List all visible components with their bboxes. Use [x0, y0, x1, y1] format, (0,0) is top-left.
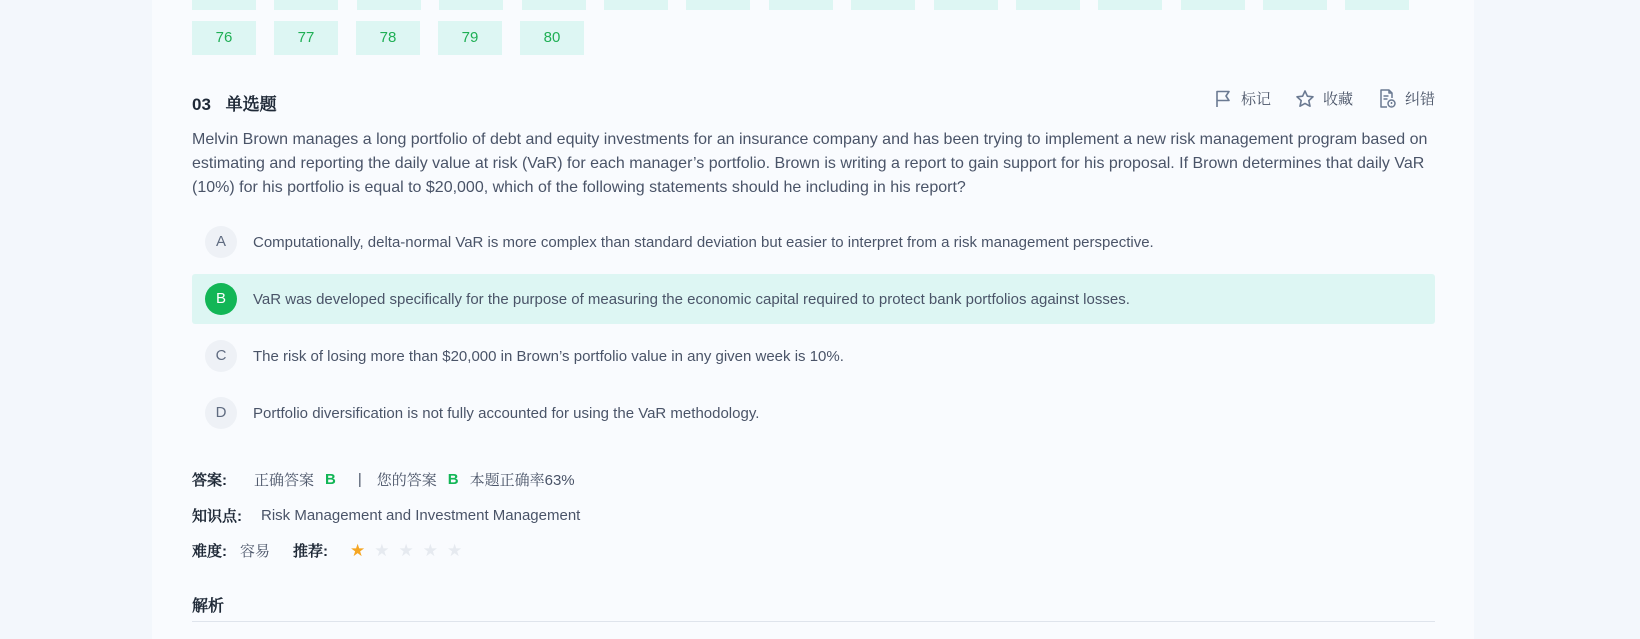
answer-sheet-item[interactable]: [357, 0, 421, 10]
star-empty-icon: ★: [422, 540, 439, 560]
answer-sheet-row-partial: [192, 0, 1428, 10]
report-error-icon: [1377, 89, 1397, 109]
option-text: The risk of losing more than $20,000 in Brown’s portfolio value in any given week is 10%.: [253, 347, 844, 365]
answer-sheet-item[interactable]: [439, 0, 503, 10]
mark-button[interactable]: [1213, 88, 1271, 109]
star-outline-icon: [1295, 89, 1315, 109]
difficulty-recommend: [192, 540, 471, 561]
answer-sheet-item[interactable]: 79: [438, 21, 502, 55]
option-text: Computationally, delta-normal VaR is more complex than standard deviation but easier to interpret from a risk management perspective.: [253, 233, 1154, 251]
correct-answer-value: B: [325, 471, 336, 488]
question-type: 单选题: [225, 95, 277, 114]
mark-label: 标记: [1240, 91, 1271, 108]
star-empty-icon: ★: [447, 540, 463, 560]
answer-sheet-item[interactable]: 76: [192, 21, 256, 55]
report-error-button[interactable]: [1377, 88, 1435, 109]
report-error-label: 纠错: [1404, 91, 1435, 108]
answer-sheet-item[interactable]: [1345, 0, 1409, 10]
star-empty-icon: ★: [374, 540, 390, 560]
answer-sheet-item[interactable]: [686, 0, 750, 10]
question-toolbar: [1213, 88, 1435, 109]
option-c[interactable]: [192, 331, 1435, 381]
answer-sheet-item[interactable]: [769, 0, 833, 10]
option-letter: B: [205, 283, 237, 315]
favorite-label: 收藏: [1322, 91, 1353, 108]
divider: [192, 621, 1435, 622]
option-b[interactable]: [192, 274, 1435, 324]
recommend-rating: [350, 541, 471, 561]
favorite-button[interactable]: [1295, 88, 1353, 109]
star-empty-icon: ★: [398, 540, 414, 560]
answer-sheet-item[interactable]: [192, 0, 256, 10]
option-text: VaR was developed specifically for the purpose of measuring the economic capital required to protect bank portfolios against losses.: [253, 290, 1130, 308]
star-filled-icon: ★: [350, 540, 366, 560]
answer-sheet-item[interactable]: [851, 0, 915, 10]
answer-sheet-item[interactable]: [1098, 0, 1162, 10]
answer-sheet-item[interactable]: 77: [274, 21, 338, 55]
answer-sheet-item[interactable]: 80: [520, 21, 584, 55]
question-content: [192, 0, 1435, 639]
correct-answer-label: 正确答案: [254, 472, 315, 489]
analysis-title: 解析: [192, 598, 225, 615]
accuracy-rate: 本题正确率63%: [469, 472, 575, 489]
option-a[interactable]: [192, 217, 1435, 267]
flag-icon: [1213, 89, 1233, 109]
question-header: [192, 90, 277, 115]
knowledge-label: 知识点:: [192, 508, 242, 525]
answer-sheet-item[interactable]: [604, 0, 668, 10]
answer-sheet-row: [192, 21, 602, 55]
answer-summary: [192, 469, 575, 490]
your-answer-value: B: [447, 471, 459, 488]
your-answer-label: 您的答案: [376, 472, 437, 489]
difficulty-value: 容易: [240, 543, 271, 560]
option-d[interactable]: [192, 388, 1435, 438]
option-letter: C: [205, 340, 237, 372]
answer-sheet-item[interactable]: [1016, 0, 1080, 10]
answer-sheet-item[interactable]: [1263, 0, 1327, 10]
answer-sheet-item[interactable]: 78: [356, 21, 420, 55]
answer-separator: |: [357, 471, 362, 488]
answer-sheet-item[interactable]: [274, 0, 338, 10]
knowledge-value: Risk Management and Investment Management: [261, 507, 581, 524]
answer-label: 答案:: [192, 472, 227, 489]
answer-sheet-item[interactable]: [1181, 0, 1245, 10]
answer-sheet-item[interactable]: [934, 0, 998, 10]
question-number: 03: [192, 95, 211, 114]
recommend-label: 推荐:: [293, 543, 329, 560]
option-text: Portfolio diversification is not fully accounted for using the VaR methodology.: [253, 404, 760, 422]
knowledge-point: [192, 505, 580, 526]
option-letter: A: [205, 226, 237, 258]
difficulty-label: 难度:: [192, 543, 227, 560]
option-letter: D: [205, 397, 237, 429]
question-stem: Melvin Brown manages a long portfolio of debt and equity investments for an insurance company and has been trying to implement a new risk management program based on estimating and reporting the daily value at risk (VaR) for each manager’s portfolio. Brown is writing a report to gain support for his proposal. If Brown determines that daily VaR (10%) for his portfolio is equal to $20,000, which of the following statements should he including in his report?: [192, 131, 1428, 196]
answer-sheet-item[interactable]: [522, 0, 586, 10]
